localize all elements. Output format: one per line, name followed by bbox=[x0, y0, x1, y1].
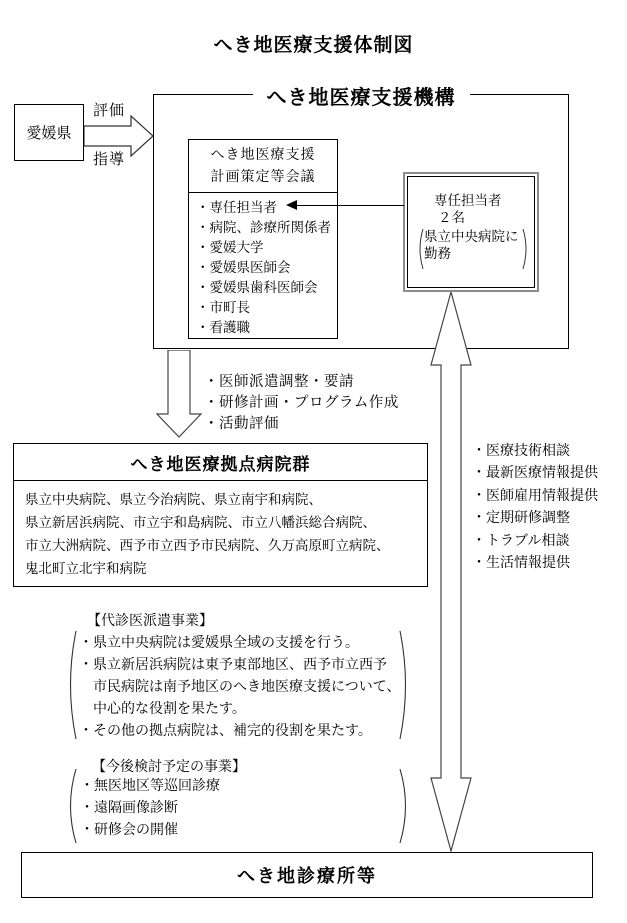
list-item: 県立中央病院、県立今治病院、県立南宇和病院、 bbox=[25, 492, 322, 507]
list-item: 県立新居浜病院、市立宇和島病院、市立八幡浜総合病院、 bbox=[25, 515, 376, 530]
list-item: ・医師派遣調整・要請 bbox=[204, 374, 354, 390]
right-parenthesis-icon bbox=[522, 228, 530, 270]
list-item: ・研修会の開催 bbox=[80, 823, 178, 838]
ehime-prefecture-box bbox=[14, 104, 84, 161]
list-item: 市民病院は南予地区のへき地医療支援について、 bbox=[79, 680, 401, 695]
list-item: ・専任担当者 bbox=[196, 200, 277, 215]
staff-line2: ２名 bbox=[438, 210, 465, 225]
support-double-arrow-icon bbox=[429, 292, 473, 852]
list-item: ・県立中央病院は愛媛県全域の支援を行う。 bbox=[79, 636, 359, 651]
list-item: ・愛媛県医師会 bbox=[196, 260, 291, 275]
staff-to-council-arrow-line bbox=[296, 205, 404, 206]
list-item: ・愛媛県歯科医師会 bbox=[196, 280, 318, 295]
list-item: 中心的な役割を果たす。 bbox=[79, 702, 246, 717]
dispatch-down-arrow-icon bbox=[156, 350, 204, 438]
support-item-list bbox=[472, 441, 598, 575]
dispatch-task-list bbox=[204, 372, 399, 435]
staff-note bbox=[416, 228, 530, 262]
council-title-line1: へき地医療支援 bbox=[210, 148, 316, 163]
list-item: ・市町長 bbox=[196, 300, 250, 315]
staff-line1: 専任担当者 bbox=[434, 193, 502, 208]
list-item: ・生活情報提供 bbox=[472, 556, 570, 572]
right-parenthesis-icon bbox=[398, 767, 412, 845]
hub-hospitals-title: へき地医療拠点病院群 bbox=[14, 444, 427, 481]
future-section-heading: 【今後検討予定の事業】 bbox=[92, 760, 246, 775]
list-item: ・その他の拠点病院は、補完的役割を果たす。 bbox=[79, 724, 372, 739]
planning-council-header bbox=[189, 140, 337, 193]
daishin-section-heading: 【代診医派遣事業】 bbox=[87, 614, 213, 629]
support-organization-title: へき地医療支援機構 bbox=[153, 81, 569, 110]
evaluation-label: 評価 bbox=[93, 103, 126, 119]
list-item: ・最新医療情報提供 bbox=[472, 466, 598, 482]
council-title-line2: 計画策定等会議 bbox=[210, 170, 316, 185]
hub-hospitals-box bbox=[13, 443, 428, 587]
list-item: ・遠隔画像診断 bbox=[80, 801, 178, 816]
list-item: ・無医地区等巡回診療 bbox=[80, 779, 220, 794]
future-section-list bbox=[80, 776, 220, 842]
council-member-list bbox=[189, 193, 337, 338]
hub-hospitals-list bbox=[14, 481, 427, 580]
list-item: ・看護職 bbox=[196, 320, 250, 335]
right-parenthesis-icon bbox=[398, 629, 412, 741]
staff-to-council-arrowhead-icon bbox=[286, 200, 297, 210]
list-item: ・医療技術相談 bbox=[472, 444, 570, 459]
list-item: 鬼北町立北宇和病院 bbox=[25, 561, 147, 576]
list-item: ・定期研修調整 bbox=[472, 511, 570, 527]
list-item: ・トラブル相談 bbox=[472, 533, 570, 549]
ehime-prefecture-label: 愛媛県 bbox=[26, 126, 72, 142]
remote-clinics-box bbox=[21, 852, 593, 898]
left-parenthesis-icon bbox=[64, 629, 78, 741]
list-item: ・活動評価 bbox=[204, 416, 279, 432]
list-item: ・県立新居浜病院は東予東部地区、西予市立西予 bbox=[79, 658, 387, 673]
list-item: ・医師雇用情報提供 bbox=[472, 488, 598, 504]
list-item: ・愛媛大学 bbox=[196, 240, 264, 255]
page-title: へき地医療支援体制図 bbox=[213, 35, 414, 56]
daishin-section-list bbox=[79, 633, 400, 743]
list-item: ・研修計画・プログラム作成 bbox=[204, 395, 399, 411]
planning-council-box bbox=[188, 139, 338, 339]
left-parenthesis-icon bbox=[416, 228, 424, 270]
remote-clinics-title: へき地診療所等 bbox=[237, 866, 377, 886]
list-item: 市立大洲病院、西予市立西予市民病院、久万高原町立病院、 bbox=[25, 538, 390, 553]
staff-note-line2: 勤務 bbox=[424, 246, 451, 261]
guidance-label: 指導 bbox=[93, 152, 126, 168]
staff-note-line1: 県立中央病院に bbox=[424, 229, 519, 244]
left-parenthesis-icon bbox=[64, 767, 78, 845]
list-item: ・病院、診療所関係者 bbox=[196, 220, 331, 235]
dedicated-staff-box bbox=[403, 172, 539, 292]
